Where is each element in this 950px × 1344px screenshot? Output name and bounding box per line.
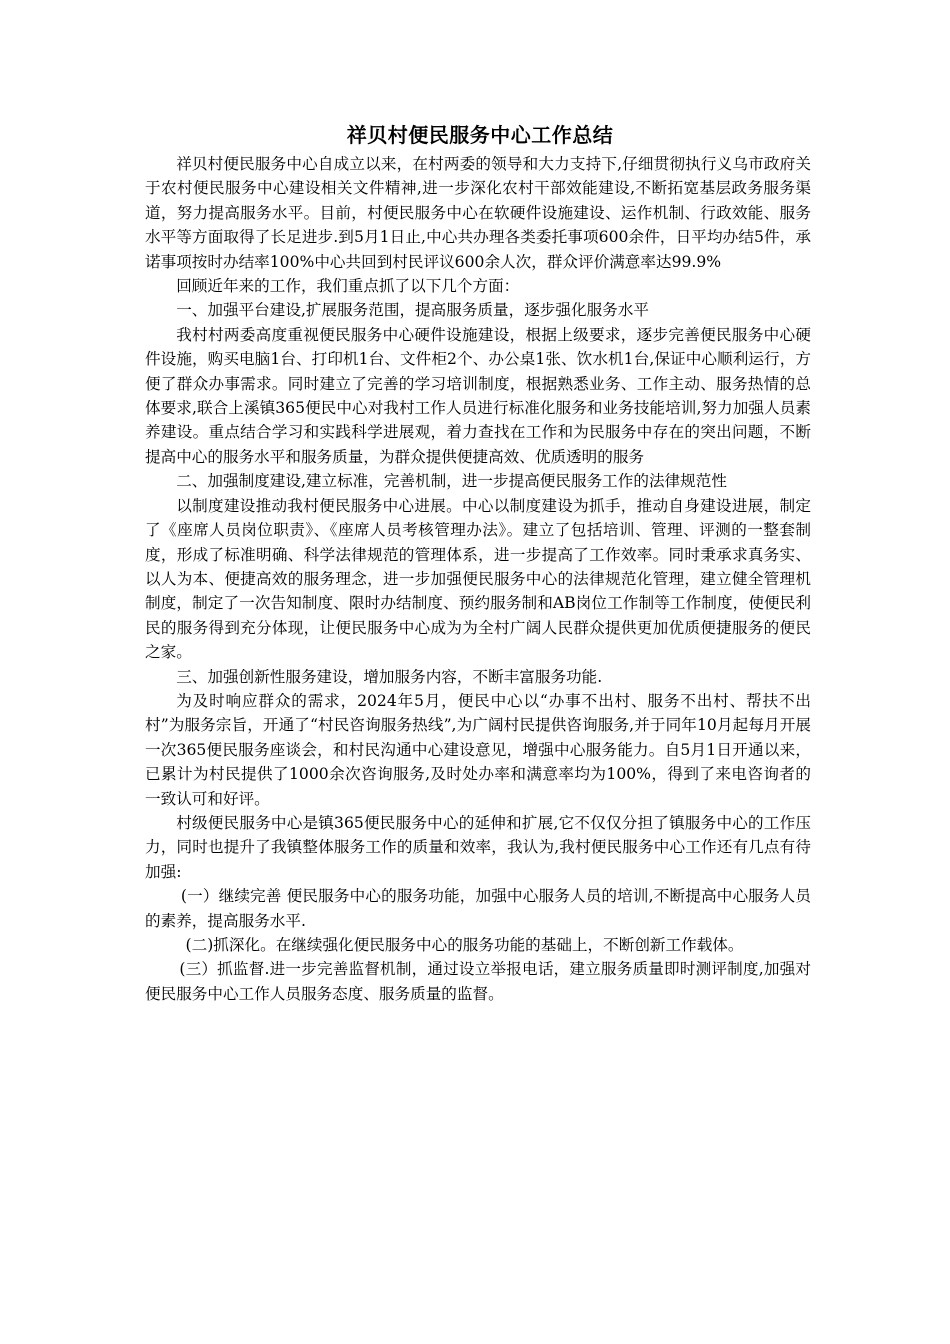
list-item-1: (一）继续完善 便民服务中心的服务功能，加强中心服务人员的培训,不断提高中心服务人员的素养，提高服务水平. — [145, 887, 811, 930]
document-page — [145, 118, 811, 1006]
section-heading-1: 一、加强平台建设,扩展服务范围，提高服务质量，逐步强化服务水平 — [176, 301, 649, 320]
paragraph-intro: 祥贝村便民服务中心自成立以来，在村两委的领导和大力支持下,仔细贯彻执行义乌市政府关于农村便民服务中心建设相关文件精神,进一步深化农村干部效能建设,不断拓宽基层政务服务渠道，努力提高服务水平。目前，村便民服务中心在软硬件设施建设、运作机制、行政效能、服务水平等方面取得了长足进步.到5月1日止,中心共办理各类委托事项600余件，日平均办结5件，承诺事项按时办结率100%中心共回到村民评议600余人次，群众评价满意率达99.9% — [145, 155, 811, 271]
section-heading-3: 三、加强创新性服务建设，增加服务内容，不断丰富服务功能. — [176, 667, 603, 686]
section-heading-2: 二、加强制度建设,建立标准，完善机制，进一步提高便民服务工作的法律规范性 — [176, 472, 727, 491]
paragraph-section-1: 我村村两委高度重视便民服务中心硬件设施建设，根据上级要求，逐步完善便民服务中心硬件设施，购买电脑1台、打印机1台、文件柜2个、办公桌1张、饮水机1台,保证中心顺利运行，方便了群众办事需求。同时建立了完善的学习培训制度，根据熟悉业务、工作主动、服务热情的总体要求,联合上溪镇365便民中心对我村工作人员进行标准化服务和业务技能培训,努力加强人员素养建设。重点结合学习和实践科学进展观，着力查找在工作和为民服务中存在的突出问题，不断提高中心的服务水平和服务质量，为群众提供便捷高效、优质透明的服务 — [145, 325, 811, 466]
list-item-3: (三）抓监督.进一步完善监督机制，通过设立举报电话，建立服务质量即时测评制度,加强对 便民服务中心工作人员服务态度、服务质量的监督。 — [145, 960, 811, 1003]
paragraph-section-3: 为及时响应群众的需求，2024年5月，便民中心以“办事不出村、服务不出村、帮扶不出村”为服务宗旨，开通了“村民咨询服务热线”,为广阔村民提供咨询服务,并于同年10月起每月开展一次365便民服务座谈会，和村民沟通中心建设意见，增强中心服务能力。自5月1日开通以来，已累计为村民提供了1000余次咨询服务,及时处办率和满意率均为100%，得到了来电咨询者的一致认可和好评。 — [145, 691, 811, 808]
paragraph-conclusion: 村级便民服务中心是镇365便民服务中心的延伸和扩展,它不仅仅分担了镇服务中心的工作压力，同时也提升了我镇整体服务工作的质量和效率，我认为,我村便民服务中心工作还有几点有待加强: — [145, 813, 811, 881]
paragraph-section-2: 以制度建设推动我村便民服务中心进展。中心以制度建设为抓手，推动自身建设进展，制定了《座席人员岗位职责》、《座席人员考核管理办法》。建立了包括培训、管理、评测的一整套制度，形成了标准明确、科学法律规范的管理体系，进一步提高了工作效率。同时秉承求真务实、以人为本、便捷高效的服务理念，进一步加强便民服务中心的法律规范化管理，建立健全管理机制度，制定了一次告知制度、限时办结制度、预约服务制和AB岗位工作制等工作制度，使便民利民的服务得到充分体现，让便民服务中心成为为全村广阔人民群众提供更加优质便捷服务的便民之家。 — [145, 496, 811, 662]
paragraph-review: 回顾近年来的工作，我们重点抓了以下几个方面： — [176, 277, 520, 296]
document-title: 祥贝村便民服务中心工作总结 — [346, 123, 614, 147]
list-item-2: (二)抓深化。在继续强化便民服务中心的服务功能的基础上，不断创新工作载体。 — [185, 936, 744, 954]
